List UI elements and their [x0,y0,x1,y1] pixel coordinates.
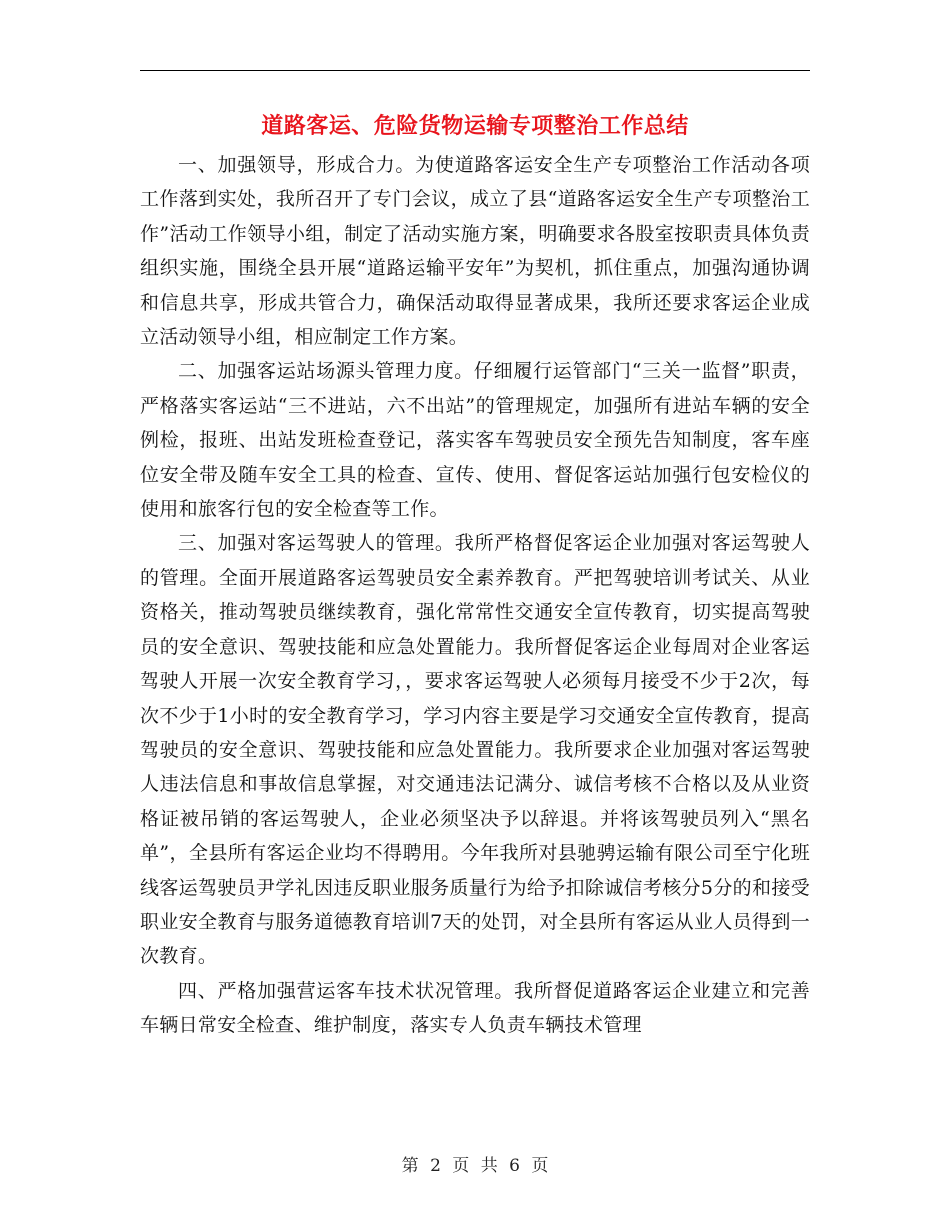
paragraph-3: 三、加强对客运驾驶人的管理。我所严格督促客运企业加强对客运驾驶人的管理。全面开展道路客运驾驶员安全素养教育。严把驾驶培训考试关、从业资格关，推动驾驶员继续教育，强化常常性交通安全宣传教育，切实提高驾驶员的安全意识、驾驶技能和应急处置能力。我所督促客运企业每周对企业客运驾驶人开展一次安全教育学习，，要求客运驾驶人必须每月接受不少于2次，每次不少于1小时的安全教育学习，学习内容主要是学习交通安全宣传教育，提高驾驶员的安全意识、驾驶技能和应急处置能力。我所要求企业加强对客运驾驶人违法信息和事故信息掌握，对交通违法记满分、诚信考核不合格以及从业资格证被吊销的客运驾驶人，企业必须坚决予以辞退。并将该驾驶员列入“黑名单”，全县所有客运企业均不得聘用。今年我所对县驰骋运输有限公司至宁化班线客运驾驶员尹学礼因违反职业服务质量行为给予扣除诚信考核分5分的和接受职业安全教育与服务道德教育培训7天的处罚，对全县所有客运从业人员得到一次教育。 [140,532,810,968]
page-number: 第 2 页 共 6 页 [401,1156,549,1176]
paragraph-4: 四、严格加强营运客车技术状况管理。我所督促道路客运企业建立和完善车辆日常安全检查、维护制度，落实专人负责车辆技术管理 [140,979,810,1037]
paragraph-1: 一、加强领导，形成合力。为使道路客运安全生产专项整治工作活动各项工作落到实处，我所召开了专门会议，成立了县“道路客运安全生产专项整治工作”活动工作领导小组，制定了活动实施方案，明确要求各股室按职责具体负责组织实施，围绕全县开展“道路运输平安年”为契机，抓住重点，加强沟通协调和信息共享，形成共管合力，确保活动取得显著成果，我所还要求客运企业成立活动领导小组，相应制定工作方案。 [140,154,810,349]
document-title: 道路客运、危险货物运输专项整治工作总结 [261,113,689,139]
document-body [140,148,810,1043]
paragraph-2: 二、加强客运站场源头管理力度。仔细履行运管部门“三关一监督”职责，严格落实客运站“三不进站，六不出站”的管理规定，加强所有进站车辆的安全例检，报班、出站发班检查登记，落实客车驾驶员安全预先告知制度，客车座位安全带及随车安全工具的检查、宣传、使用、督促客运站加强行包安检仪的使用和旅客行包的安全检查等工作。 [140,360,810,521]
header-rule [140,70,810,71]
